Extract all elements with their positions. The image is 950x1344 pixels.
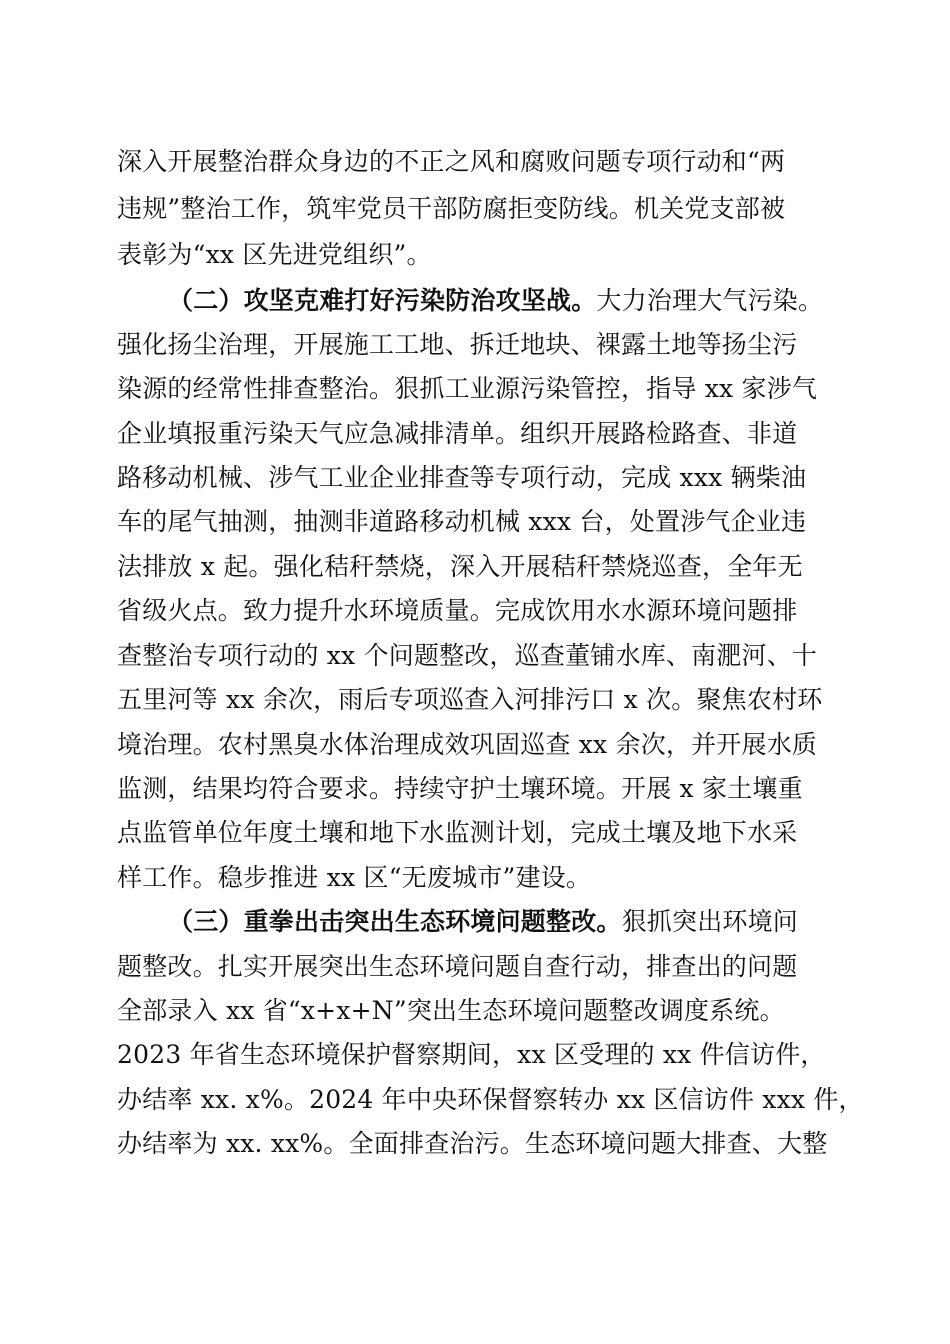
body-text-line: 境治理。农村黑臭水体治理成效巩固巡查 xx 余次，并开展水质: [117, 730, 818, 759]
body-text-line: 法排放 x 起。强化秸秆禁烧，深入开展秸秆禁烧巡查，全年无: [117, 552, 803, 581]
body-text-line: 题整改。扎实开展突出生态环境问题自查行动，排查出的问题: [117, 952, 798, 981]
body-text-line: 省级火点。致力提升水环境质量。完成饮用水水源环境问题排: [117, 596, 798, 625]
body-text-span: 大力治理大气污染。: [596, 286, 824, 315]
body-text-line: 车的尾气抽测，抽测非道路移动机械 xxx 台，处置涉气企业违: [117, 507, 807, 536]
body-text-line: 染源的经常性排查整治。狠抓工业源污染管控，指导 xx 家涉气: [117, 374, 818, 403]
section-heading: （三）重拳出击突出生态环境问题整改。: [168, 907, 622, 936]
body-text-line: 路移动机械、涉气工业企业排查等专项行动，完成 xxx 辆柴油: [117, 463, 807, 492]
section-heading-line: [168, 284, 823, 318]
section-heading: （二）攻坚克难打好污染防治攻坚战。: [168, 286, 597, 315]
body-text-line: 表彰为“xx 区先进党组织”。: [117, 240, 432, 269]
body-text-line: 办结率 xx. x%。2024 年中央环保督察转办 xx 区信访件 xxx 件，: [117, 1085, 864, 1114]
body-text-line: 五里河等 xx 余次，雨后专项巡查入河排污口 x 次。聚焦农村环: [117, 685, 823, 714]
body-text-span: 狠抓突出环境问: [621, 907, 799, 936]
body-text-line: 深入开展整治群众身边的不正之风和腐败问题专项行动和“两: [117, 147, 786, 176]
body-text-line: 企业填报重污染天气应急减排清单。组织开展路检路查、非道: [117, 419, 798, 448]
body-text-line: 违规”整治工作，筑牢党员干部防腐拒变防线。机关党支部被: [117, 194, 786, 223]
body-text-line: 全部录入 xx 省“x+x+N”突出生态环境问题整改调度系统。: [117, 996, 785, 1025]
body-text-line: 监测，结果均符合要求。持续守护土壤环境。开展 x 家土壤重: [117, 774, 803, 803]
body-text-line: 强化扬尘治理，开展施工工地、拆迁地块、裸露土地等扬尘污: [117, 330, 798, 359]
body-text-line: 查整治专项行动的 xx 个问题整改，巡查董铺水库、南淝河、十: [117, 641, 818, 670]
section-heading-line: [168, 905, 798, 939]
body-text-line: 点监管单位年度土壤和地下水监测计划，完成土壤及地下水采: [117, 818, 798, 847]
body-text-line: 样工作。稳步推进 xx 区“无废城市”建设。: [117, 863, 592, 892]
body-text-line: 办结率为 xx. xx%。全面排查治污。生态环境问题大排查、大整: [117, 1129, 828, 1158]
body-text-line: 2023 年省生态环境保护督察期间，xx 区受理的 xx 件信访件，: [117, 1040, 826, 1069]
